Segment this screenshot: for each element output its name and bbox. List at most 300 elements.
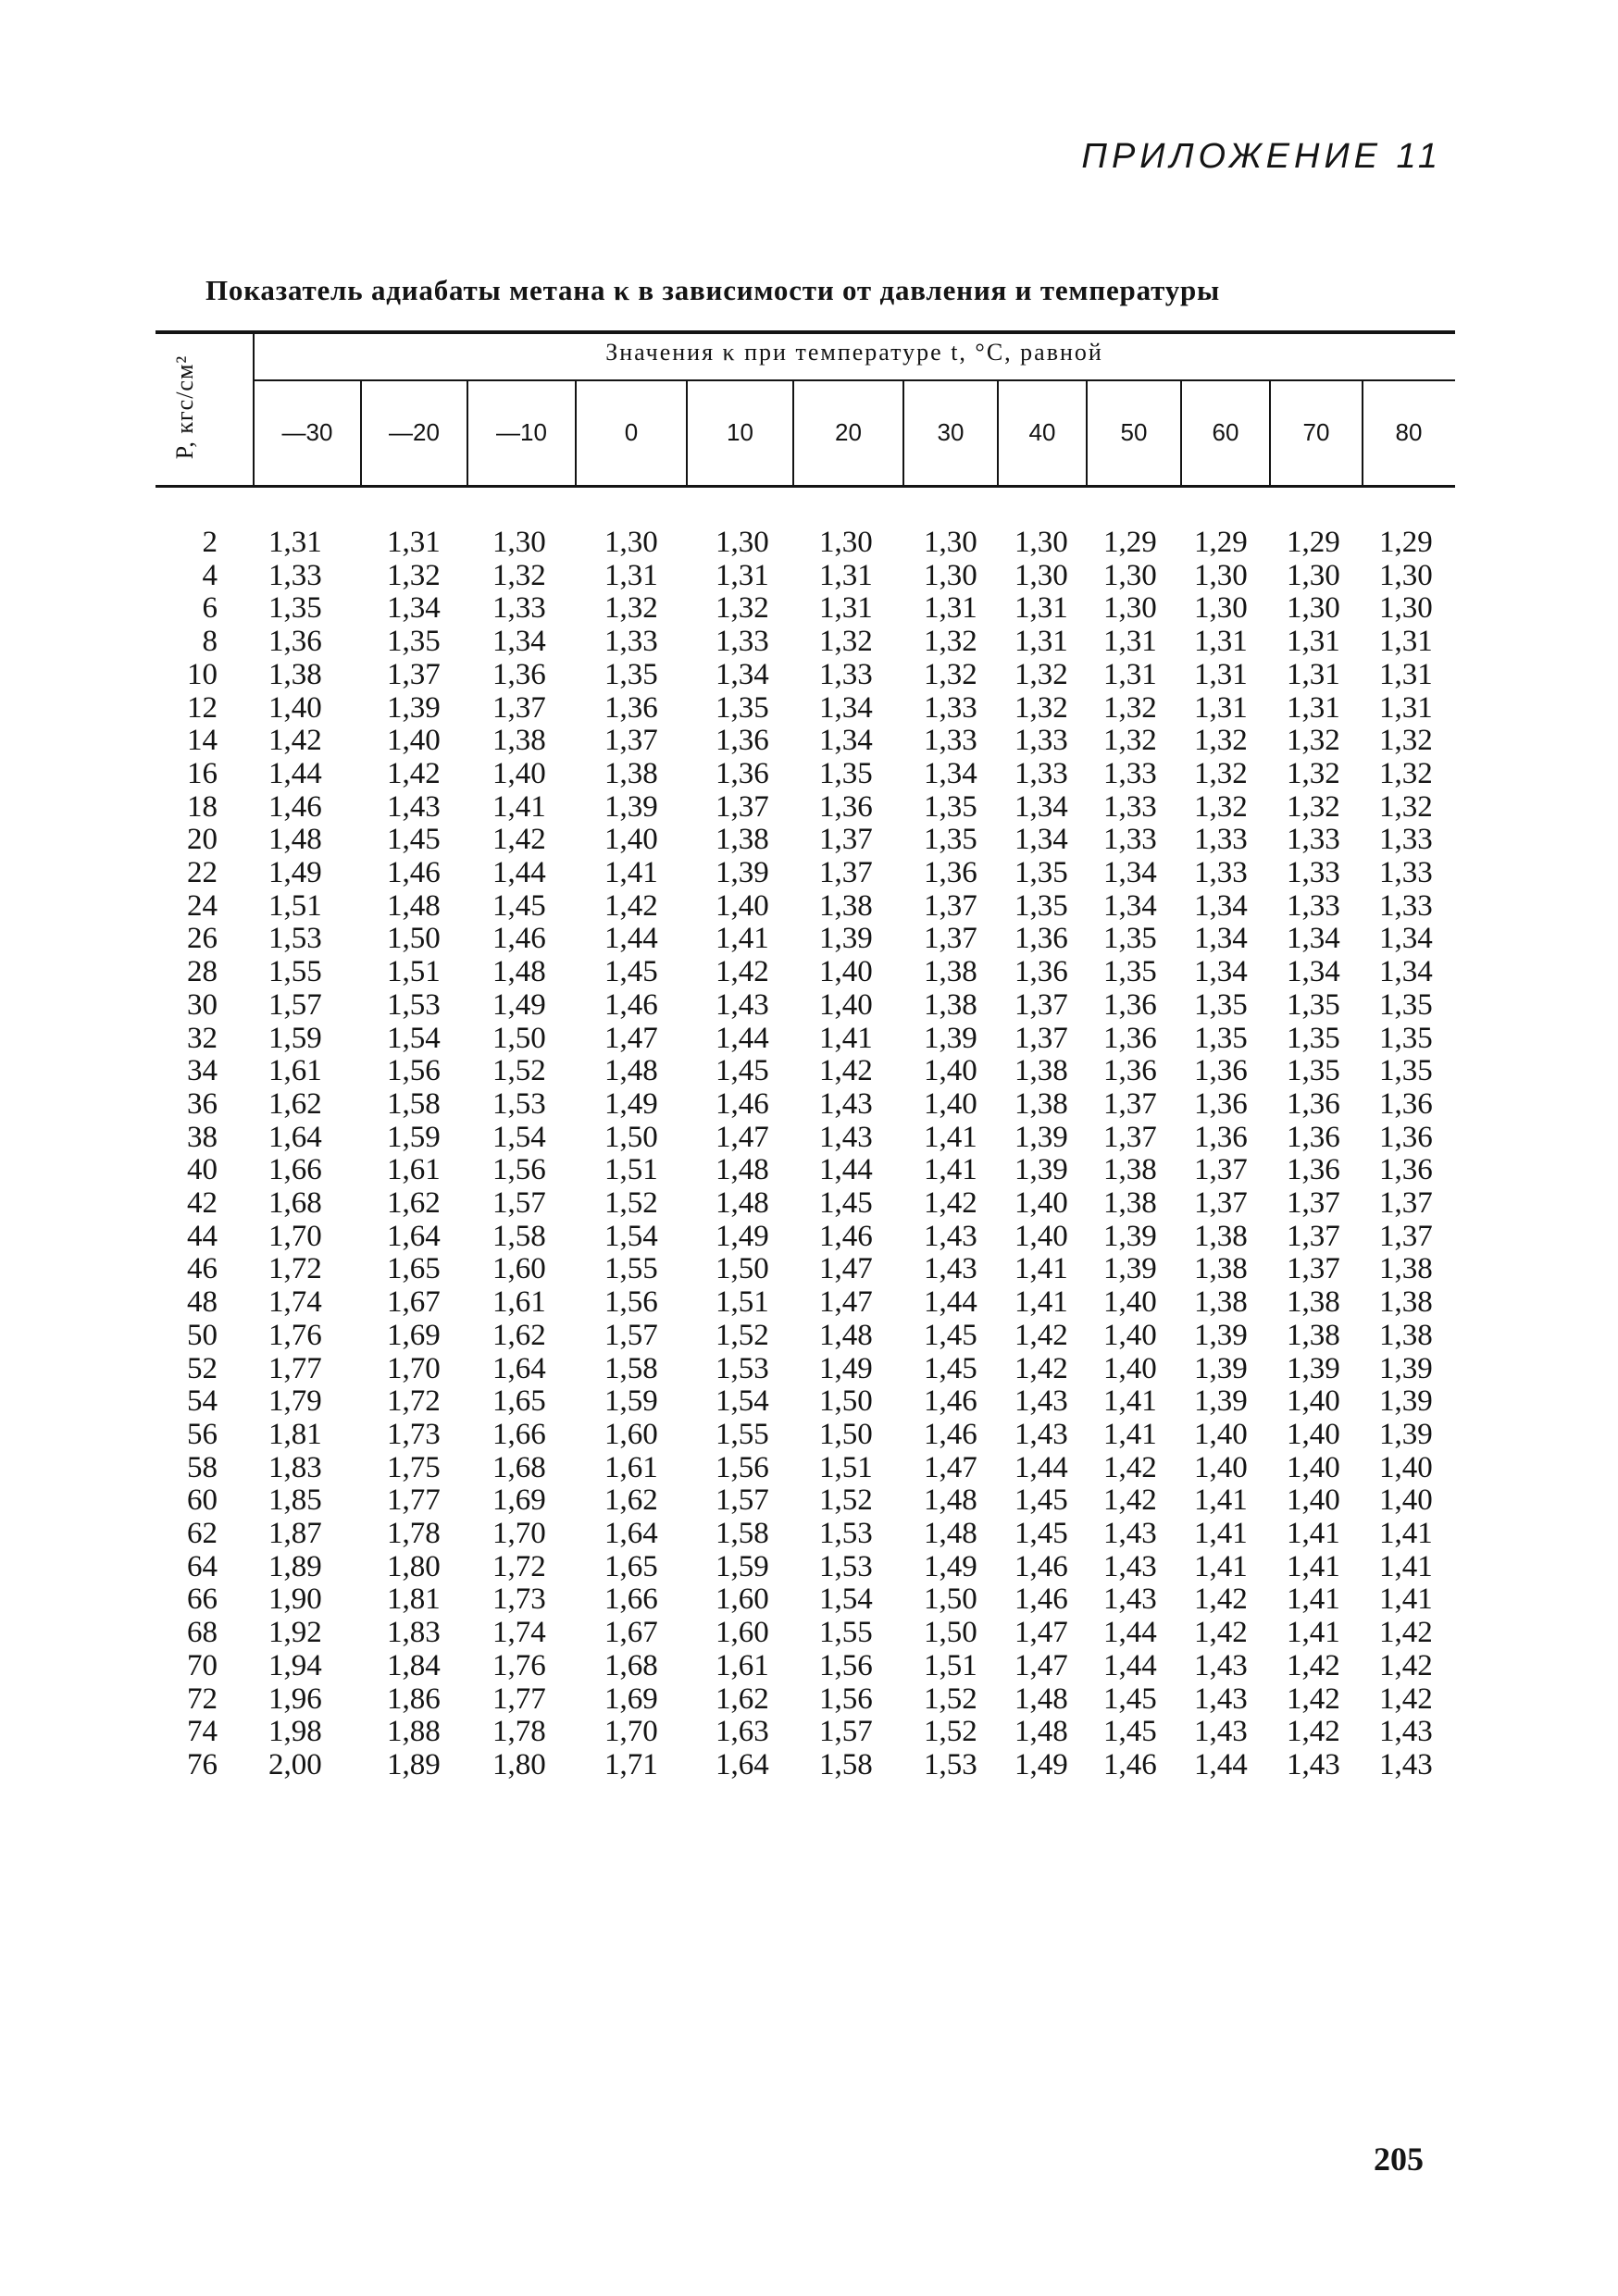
kappa-value-cell: 1,35 [604,657,658,691]
temperature-column-header: 30 [937,418,965,446]
kappa-value-cell: 1,43 [1014,1417,1068,1451]
kappa-value-cell: 1,72 [268,1252,322,1286]
kappa-value-cell: 1,40 [268,690,322,725]
kappa-value-cell: 1,52 [492,1054,546,1088]
temperature-column-header: 60 [1212,418,1239,446]
table-row [0,1285,1618,1319]
kappa-value-cell: 1,62 [387,1186,441,1220]
kappa-value-cell: 1,48 [1014,1715,1068,1749]
table-row [0,1418,1618,1451]
kappa-value-cell: 1,30 [716,526,769,559]
kappa-value-cell: 1,46 [268,789,322,824]
kappa-value-cell: 1,33 [1287,888,1340,923]
kappa-value-cell: 1,35 [1287,987,1340,1022]
kappa-value-cell: 1,33 [492,591,546,626]
temperature-column-header: 50 [1120,418,1148,446]
kappa-value-cell: 1,38 [819,888,873,923]
pressure-cell: 40 [187,1153,218,1187]
kappa-value-cell: 1,32 [1379,724,1433,758]
kappa-value-cell: 1,31 [1287,657,1340,691]
kappa-value-cell: 1,36 [1287,1086,1340,1121]
kappa-value-cell: 1,34 [1194,888,1248,923]
kappa-value-cell: 1,35 [1194,1021,1248,1055]
kappa-value-cell: 1,48 [604,1054,658,1088]
kappa-value-cell: 1,33 [1287,823,1340,857]
pressure-cell: 4 [202,558,218,592]
kappa-value-cell: 1,48 [716,1186,769,1220]
kappa-value-cell: 1,87 [268,1517,322,1550]
temperature-column-header: —30 [281,418,333,446]
kappa-value-cell: 1,32 [1194,724,1248,758]
kappa-value-cell: 1,40 [1194,1450,1248,1484]
table-row [0,1649,1618,1682]
kappa-value-cell: 1,45 [924,1351,977,1385]
kappa-value-cell: 1,59 [716,1549,769,1583]
kappa-value-cell: 1,30 [1287,558,1340,592]
table-row [0,591,1618,625]
kappa-value-cell: 1,33 [268,558,322,592]
kappa-value-cell: 1,43 [1379,1747,1433,1781]
kappa-value-cell: 1,32 [1287,789,1340,824]
kappa-value-cell: 1,42 [1379,1616,1433,1650]
kappa-value-cell: 1,40 [1103,1351,1157,1385]
kappa-value-cell: 1,40 [1103,1318,1157,1352]
kappa-value-cell: 1,42 [1014,1318,1068,1352]
kappa-value-cell: 1,49 [924,1549,977,1583]
kappa-value-cell: 1,73 [492,1582,546,1617]
pressure-cell: 32 [187,1021,218,1055]
kappa-value-cell: 1,33 [604,625,658,659]
kappa-value-cell: 1,32 [1103,724,1157,758]
kappa-value-cell: 1,46 [924,1417,977,1451]
kappa-value-cell: 1,54 [604,1219,658,1253]
kappa-value-cell: 1,79 [268,1384,322,1419]
kappa-value-cell: 1,31 [604,558,658,592]
table-row [0,1121,1618,1154]
header-bottom-rule [156,485,1455,488]
kappa-value-cell: 1,30 [1379,591,1433,626]
kappa-value-cell: 1,44 [604,922,658,956]
table-row [0,823,1618,856]
kappa-value-cell: 1,32 [924,657,977,691]
kappa-value-cell: 1,36 [1287,1153,1340,1187]
kappa-value-cell: 1,43 [1103,1582,1157,1617]
kappa-value-cell: 1,37 [1103,1120,1157,1154]
kappa-value-cell: 1,90 [268,1582,322,1617]
kappa-value-cell: 1,35 [1103,955,1157,989]
table-row [0,1616,1618,1649]
kappa-value-cell: 1,39 [1379,1351,1433,1385]
kappa-value-cell: 1,71 [604,1747,658,1781]
pressure-cell: 50 [187,1318,218,1352]
kappa-value-cell: 1,37 [1194,1153,1248,1187]
kappa-value-cell: 1,53 [492,1086,546,1121]
pressure-cell: 62 [187,1517,218,1550]
kappa-value-cell: 1,34 [1014,823,1068,857]
kappa-value-cell: 1,56 [819,1682,873,1716]
kappa-value-cell: 1,37 [1014,1021,1068,1055]
kappa-value-cell: 1,33 [1379,888,1433,923]
kappa-value-cell: 1,40 [1103,1285,1157,1320]
kappa-value-cell: 1,35 [1194,987,1248,1022]
kappa-value-cell: 1,30 [604,526,658,559]
temperature-column-header: 20 [835,418,862,446]
kappa-value-cell: 1,38 [1103,1153,1157,1187]
kappa-value-cell: 1,51 [716,1285,769,1320]
kappa-value-cell: 1,42 [1287,1682,1340,1716]
kappa-value-cell: 1,38 [1103,1186,1157,1220]
table-row [0,1748,1618,1781]
kappa-value-cell: 1,58 [604,1351,658,1385]
kappa-value-cell: 1,56 [387,1054,441,1088]
column-divider [467,381,468,485]
kappa-value-cell: 1,72 [387,1384,441,1419]
kappa-value-cell: 1,73 [387,1417,441,1451]
kappa-value-cell: 1,45 [1103,1715,1157,1749]
kappa-value-cell: 1,44 [924,1285,977,1320]
kappa-value-cell: 1,77 [492,1682,546,1716]
kappa-value-cell: 1,35 [1379,987,1433,1022]
kappa-value-cell: 1,55 [819,1616,873,1650]
kappa-value-cell: 1,36 [1287,1120,1340,1154]
table-row [0,955,1618,988]
kappa-value-cell: 1,42 [387,756,441,790]
pressure-cell: 28 [187,955,218,989]
kappa-value-cell: 1,96 [268,1682,322,1716]
kappa-value-cell: 1,52 [924,1715,977,1749]
kappa-value-cell: 1,51 [924,1648,977,1682]
kappa-value-cell: 1,50 [924,1616,977,1650]
kappa-value-cell: 1,42 [819,1054,873,1088]
kappa-value-cell: 1,30 [1014,526,1068,559]
table-row [0,1352,1618,1385]
kappa-value-cell: 1,46 [492,922,546,956]
kappa-value-cell: 1,39 [387,690,441,725]
kappa-value-cell: 1,61 [387,1153,441,1187]
kappa-value-cell: 1,50 [819,1384,873,1419]
kappa-value-cell: 1,31 [1103,625,1157,659]
pressure-cell: 60 [187,1483,218,1518]
kappa-value-cell: 1,66 [604,1582,658,1617]
kappa-value-cell: 1,42 [1194,1616,1248,1650]
kappa-value-cell: 1,78 [387,1517,441,1550]
kappa-value-cell: 1,37 [1379,1186,1433,1220]
kappa-value-cell: 1,53 [819,1549,873,1583]
kappa-value-cell: 1,55 [268,955,322,989]
table-row [0,724,1618,757]
kappa-value-cell: 1,94 [268,1648,322,1682]
kappa-value-cell: 1,42 [492,823,546,857]
kappa-value-cell: 1,41 [819,1021,873,1055]
kappa-value-cell: 1,41 [1379,1549,1433,1583]
pressure-cell: 42 [187,1186,218,1220]
kappa-value-cell: 1,33 [716,625,769,659]
kappa-value-cell: 1,74 [268,1285,322,1320]
kappa-value-cell: 1,58 [819,1747,873,1781]
kappa-value-cell: 1,32 [492,558,546,592]
kappa-value-cell: 1,32 [387,558,441,592]
kappa-value-cell: 1,35 [268,591,322,626]
kappa-value-cell: 1,98 [268,1715,322,1749]
kappa-value-cell: 1,54 [492,1120,546,1154]
kappa-value-cell: 1,34 [1287,955,1340,989]
kappa-value-cell: 1,76 [268,1318,322,1352]
kappa-value-cell: 1,53 [819,1517,873,1550]
kappa-value-cell: 1,37 [1287,1186,1340,1220]
kappa-value-cell: 1,33 [924,724,977,758]
pressure-cell: 34 [187,1054,218,1088]
kappa-value-cell: 1,42 [1379,1648,1433,1682]
kappa-value-cell: 1,52 [819,1483,873,1518]
pressure-cell: 74 [187,1715,218,1749]
kappa-value-cell: 1,35 [387,625,441,659]
kappa-value-cell: 1,32 [819,625,873,659]
kappa-value-cell: 1,29 [1103,526,1157,559]
kappa-value-cell: 1,39 [819,922,873,956]
kappa-value-cell: 1,63 [716,1715,769,1749]
kappa-value-cell: 1,29 [1194,526,1248,559]
table-row [0,658,1618,691]
kappa-value-cell: 1,44 [1103,1616,1157,1650]
kappa-value-cell: 1,48 [387,888,441,923]
kappa-value-cell: 1,92 [268,1616,322,1650]
pressure-cell: 16 [187,756,218,790]
kappa-value-cell: 1,38 [924,955,977,989]
kappa-value-cell: 1,33 [1014,724,1068,758]
column-divider [902,381,904,485]
column-divider [1180,381,1182,485]
kappa-value-cell: 1,59 [268,1021,322,1055]
kappa-value-cell: 1,39 [716,856,769,889]
kappa-value-cell: 1,34 [1194,955,1248,989]
pressure-cell: 6 [202,591,218,626]
kappa-value-cell: 1,46 [1103,1747,1157,1781]
table-row [0,1483,1618,1517]
temperature-column-header: —20 [389,418,440,446]
kappa-value-cell: 1,42 [1287,1648,1340,1682]
kappa-value-cell: 1,40 [1379,1483,1433,1518]
kappa-value-cell: 1,40 [1014,1219,1068,1253]
kappa-value-cell: 1,66 [268,1153,322,1187]
pressure-cell: 46 [187,1252,218,1286]
kappa-value-cell: 1,62 [716,1682,769,1716]
kappa-value-cell: 1,37 [604,724,658,758]
header-span-rule [254,379,1455,381]
kappa-value-cell: 1,33 [1194,823,1248,857]
kappa-value-cell: 1,39 [1379,1417,1433,1451]
kappa-value-cell: 1,38 [268,657,322,691]
kappa-value-cell: 1,35 [924,789,977,824]
kappa-value-cell: 1,47 [819,1252,873,1286]
kappa-value-cell: 1,36 [1014,955,1068,989]
kappa-value-cell: 1,31 [1287,625,1340,659]
kappa-value-cell: 1,83 [268,1450,322,1484]
kappa-value-cell: 1,61 [492,1285,546,1320]
kappa-value-cell: 1,69 [604,1682,658,1716]
kappa-value-cell: 1,40 [716,888,769,923]
kappa-value-cell: 1,80 [492,1747,546,1781]
kappa-value-cell: 1,45 [604,955,658,989]
kappa-value-cell: 1,88 [387,1715,441,1749]
kappa-value-cell: 1,65 [387,1252,441,1286]
kappa-value-cell: 1,37 [492,690,546,725]
pressure-cell: 56 [187,1417,218,1451]
kappa-value-cell: 1,35 [1287,1054,1340,1088]
kappa-value-cell: 1,85 [268,1483,322,1518]
kappa-value-cell: 1,72 [492,1549,546,1583]
kappa-value-cell: 1,38 [924,987,977,1022]
table-top-rule [156,330,1455,334]
kappa-value-cell: 1,45 [492,888,546,923]
kappa-value-cell: 1,34 [716,657,769,691]
pressure-cell: 24 [187,888,218,923]
kappa-value-cell: 1,32 [604,591,658,626]
kappa-value-cell: 1,76 [492,1648,546,1682]
kappa-value-cell: 1,60 [604,1417,658,1451]
kappa-value-cell: 1,42 [1287,1715,1340,1749]
kappa-value-cell: 1,31 [819,591,873,626]
kappa-value-cell: 1,51 [387,955,441,989]
kappa-value-cell: 1,34 [819,724,873,758]
kappa-value-cell: 1,37 [1287,1219,1340,1253]
column-divider [686,381,688,485]
pressure-cell: 2 [202,526,218,559]
kappa-value-cell: 1,38 [1287,1318,1340,1352]
kappa-value-cell: 1,32 [924,625,977,659]
kappa-value-cell: 1,32 [1379,756,1433,790]
kappa-value-cell: 1,86 [387,1682,441,1716]
kappa-value-cell: 1,34 [387,591,441,626]
kappa-value-cell: 1,31 [1379,690,1433,725]
kappa-value-cell: 1,34 [1379,922,1433,956]
kappa-value-cell: 1,40 [924,1054,977,1088]
kappa-value-cell: 1,37 [819,856,873,889]
kappa-value-cell: 1,43 [924,1252,977,1286]
table-row [0,559,1618,592]
kappa-value-cell: 1,56 [492,1153,546,1187]
kappa-value-cell: 1,70 [268,1219,322,1253]
kappa-value-cell: 1,36 [1379,1153,1433,1187]
kappa-value-cell: 1,31 [1103,657,1157,691]
kappa-value-cell: 1,30 [1194,591,1248,626]
table-row [0,1220,1618,1253]
kappa-value-cell: 1,36 [604,690,658,725]
kappa-value-cell: 1,40 [1287,1483,1340,1518]
kappa-value-cell: 1,38 [1194,1285,1248,1320]
table-row [0,757,1618,790]
pressure-column-header: P, кгс/см² [171,354,198,460]
kappa-value-cell: 1,39 [1014,1153,1068,1187]
kappa-value-cell: 1,46 [924,1384,977,1419]
table-row [0,1517,1618,1550]
kappa-value-cell: 1,49 [268,856,322,889]
kappa-value-cell: 1,31 [1194,657,1248,691]
kappa-value-cell: 1,36 [492,657,546,691]
kappa-value-cell: 1,50 [604,1120,658,1154]
kappa-value-cell: 1,31 [1379,625,1433,659]
kappa-value-cell: 1,67 [604,1616,658,1650]
kappa-value-cell: 1,37 [1379,1219,1433,1253]
pressure-cell: 20 [187,823,218,857]
kappa-value-cell: 1,70 [387,1351,441,1385]
kappa-value-cell: 1,70 [604,1715,658,1749]
kappa-value-cell: 1,34 [1194,922,1248,956]
temperature-column-header: 0 [624,418,639,446]
column-divider [360,381,362,485]
pressure-cell: 72 [187,1682,218,1716]
kappa-value-cell: 1,38 [1014,1086,1068,1121]
pressure-cell: 22 [187,856,218,889]
kappa-value-cell: 1,42 [1194,1582,1248,1617]
kappa-value-cell: 1,46 [1014,1582,1068,1617]
kappa-value-cell: 1,44 [716,1021,769,1055]
kappa-value-cell: 1,49 [1014,1747,1068,1781]
kappa-value-cell: 1,33 [1379,823,1433,857]
kappa-value-cell: 1,43 [924,1219,977,1253]
temperature-column-header: —10 [496,418,547,446]
kappa-value-cell: 1,69 [492,1483,546,1518]
kappa-value-cell: 1,50 [716,1252,769,1286]
kappa-value-cell: 1,53 [387,987,441,1022]
kappa-value-cell: 1,38 [1194,1252,1248,1286]
kappa-value-cell: 1,57 [819,1715,873,1749]
kappa-value-cell: 1,48 [492,955,546,989]
kappa-value-cell: 1,34 [1014,789,1068,824]
kappa-value-cell: 1,32 [1194,756,1248,790]
kappa-value-cell: 1,43 [716,987,769,1022]
temperature-column-header: 80 [1395,418,1423,446]
kappa-value-cell: 1,33 [1287,856,1340,889]
kappa-value-cell: 1,67 [387,1285,441,1320]
kappa-value-cell: 1,36 [268,625,322,659]
kappa-value-cell: 1,32 [1103,690,1157,725]
kappa-value-cell: 1,38 [1379,1252,1433,1286]
kappa-value-cell: 1,33 [1194,856,1248,889]
temperature-column-header: 70 [1302,418,1330,446]
kappa-value-cell: 1,81 [387,1582,441,1617]
kappa-value-cell: 1,38 [492,724,546,758]
kappa-value-cell: 1,41 [604,856,658,889]
column-divider [1362,381,1363,485]
kappa-value-cell: 1,36 [1194,1086,1248,1121]
kappa-value-cell: 1,30 [1014,558,1068,592]
kappa-value-cell: 1,84 [387,1648,441,1682]
table-row [0,691,1618,725]
kappa-value-cell: 1,46 [387,856,441,889]
table-row [0,1186,1618,1220]
kappa-value-cell: 1,77 [268,1351,322,1385]
kappa-value-cell: 1,39 [604,789,658,824]
kappa-value-cell: 1,32 [1014,657,1068,691]
kappa-value-cell: 1,40 [387,724,441,758]
kappa-value-cell: 1,49 [716,1219,769,1253]
kappa-value-cell: 1,34 [1103,888,1157,923]
kappa-value-cell: 1,31 [268,526,322,559]
kappa-value-cell: 1,42 [1014,1351,1068,1385]
kappa-value-cell: 1,29 [1379,526,1433,559]
kappa-value-cell: 1,61 [716,1648,769,1682]
kappa-value-cell: 1,40 [1014,1186,1068,1220]
table-row [0,1022,1618,1055]
table-row [0,1384,1618,1418]
kappa-value-cell: 1,62 [268,1086,322,1121]
kappa-value-cell: 1,39 [1103,1252,1157,1286]
kappa-value-cell: 2,00 [268,1747,322,1781]
kappa-value-cell: 1,36 [1014,922,1068,956]
kappa-value-cell: 1,41 [716,922,769,956]
kappa-value-cell: 1,46 [1014,1549,1068,1583]
pressure-cell: 52 [187,1351,218,1385]
